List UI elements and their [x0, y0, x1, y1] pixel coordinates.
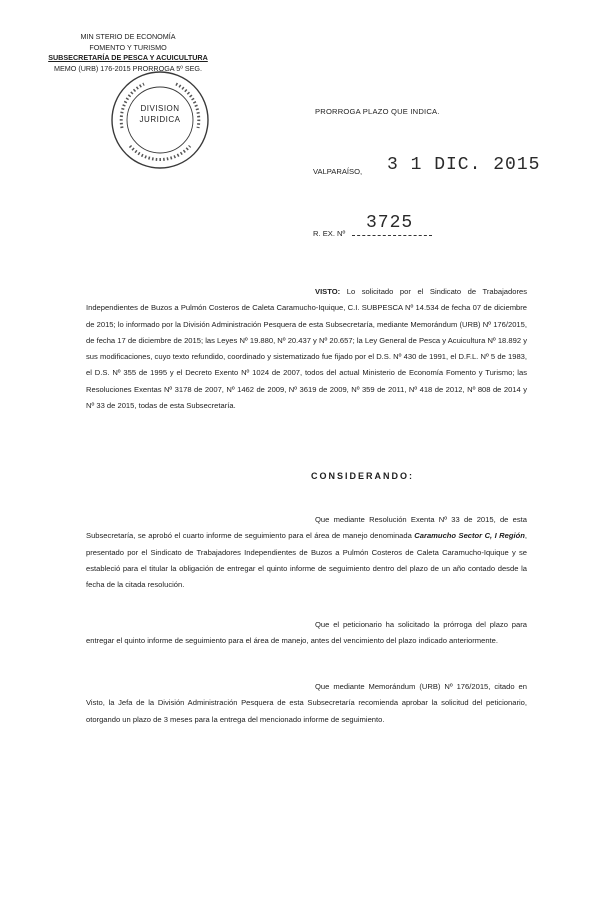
resolution-number-label: R. EX. Nº — [313, 229, 346, 238]
letterhead-ministry-2: FOMENTO Y TURISMO — [89, 42, 167, 52]
considerando-heading: CONSIDERANDO: — [311, 471, 415, 481]
stamp-line-2: JURIDICA — [139, 115, 181, 124]
resolution-number-line — [352, 235, 432, 236]
visto-paragraph — [86, 284, 527, 414]
considerando-paragraph-1 — [86, 512, 527, 593]
considerando-paragraph-3: Que mediante Memorándum (URB) Nº 176/2015, citado en Visto, la Jefa de la División Administración Pesquera de esta Subsecretaría recomienda aprobar la solicitud del peticionario, otorgando un plazo de 3 meses para la entrega del mencionado informe de seguimiento. — [86, 682, 527, 724]
letterhead-memo-ref: MEMO (URB) 176-2015 PRORROGA 5º SEG. — [53, 63, 202, 73]
date-stamp: 3 1 DIC. 2015 — [387, 155, 541, 175]
letterhead-subsecretaria: SUBSECRETARÍA DE PESCA Y ACUICULTURA — [48, 53, 208, 62]
area-name: Caramucho Sector C, I Región — [414, 531, 525, 541]
resolution-number: 3725 — [366, 213, 414, 233]
considerando-1-post: , presentado por el Sindicato de Trabajadores Independientes de Buzos a Pulmón Costeros de Caleta Caramucho-Iquique y se estableció para el titular la obligación de entregar el quinto informe de seguimiento dentro del plazo de un año contado desde la fecha de la citada resolución. — [86, 531, 527, 590]
letterhead-ministry: MIN STERIO DE ECONOMÍA — [80, 32, 176, 41]
stamp-label — [108, 103, 212, 125]
considerando-1-pre: Que mediante Resolución Exenta Nº 33 de 2015, de esta Subsecretaría, se aprobó el cuarto informe de seguimiento para el área de manejo denominada — [86, 515, 527, 541]
visto-lead: VISTO: — [315, 287, 341, 296]
considerando-paragraph-2: Que el peticionario ha solicitado la prórroga del plazo para entregar el quinto informe de seguimiento para el área de manejo, antes del vencimiento del plazo indicado anteriormente. — [86, 620, 527, 646]
visto-text: Lo solicitado por el Sindicato de Trabajadores Independientes de Buzos a Pulmón Costeros de Caleta Caramucho-Iquique, C.I. SUBPESCA Nº 14.534 de fecha 07 de diciembre de 2015; lo informado por la División Administración Pesquera de esta Subsecretaría, mediante Memorándum (URB) Nº 176/2015, de fecha 17 de diciembre de 2015; las Leyes Nº 19.880, Nº 20.437 y Nº 20.657; la Ley General de Pesca y Acuicultura Nº 18.892 y sus modificaciones, cuyo texto refundido, coordinado y sistematizado fue fijado por el D.S. Nº 430 de 1991, el D.F.L. Nº 5 de 1983, el D.S. Nº 355 de 1995 y el Decreto Exento Nº 1024 de 2007, todos del actual Ministerio de Economía Fomento y Turismo; las Resoluciones Exentas Nº 3178 de 2007, Nº 1462 de 2009, Nº 3619 de 2009, Nº 359 de 2011, Nº 418 de 2012, Nº 808 de 2014 y Nº 33 de 2015, todas de esta Subsecretaría. — [86, 287, 527, 411]
place-label: VALPARAÍSO, — [313, 167, 363, 176]
subject-reference: PRORROGA PLAZO QUE INDICA. — [315, 107, 440, 116]
stamp-line-1: DIVISION — [140, 104, 180, 113]
